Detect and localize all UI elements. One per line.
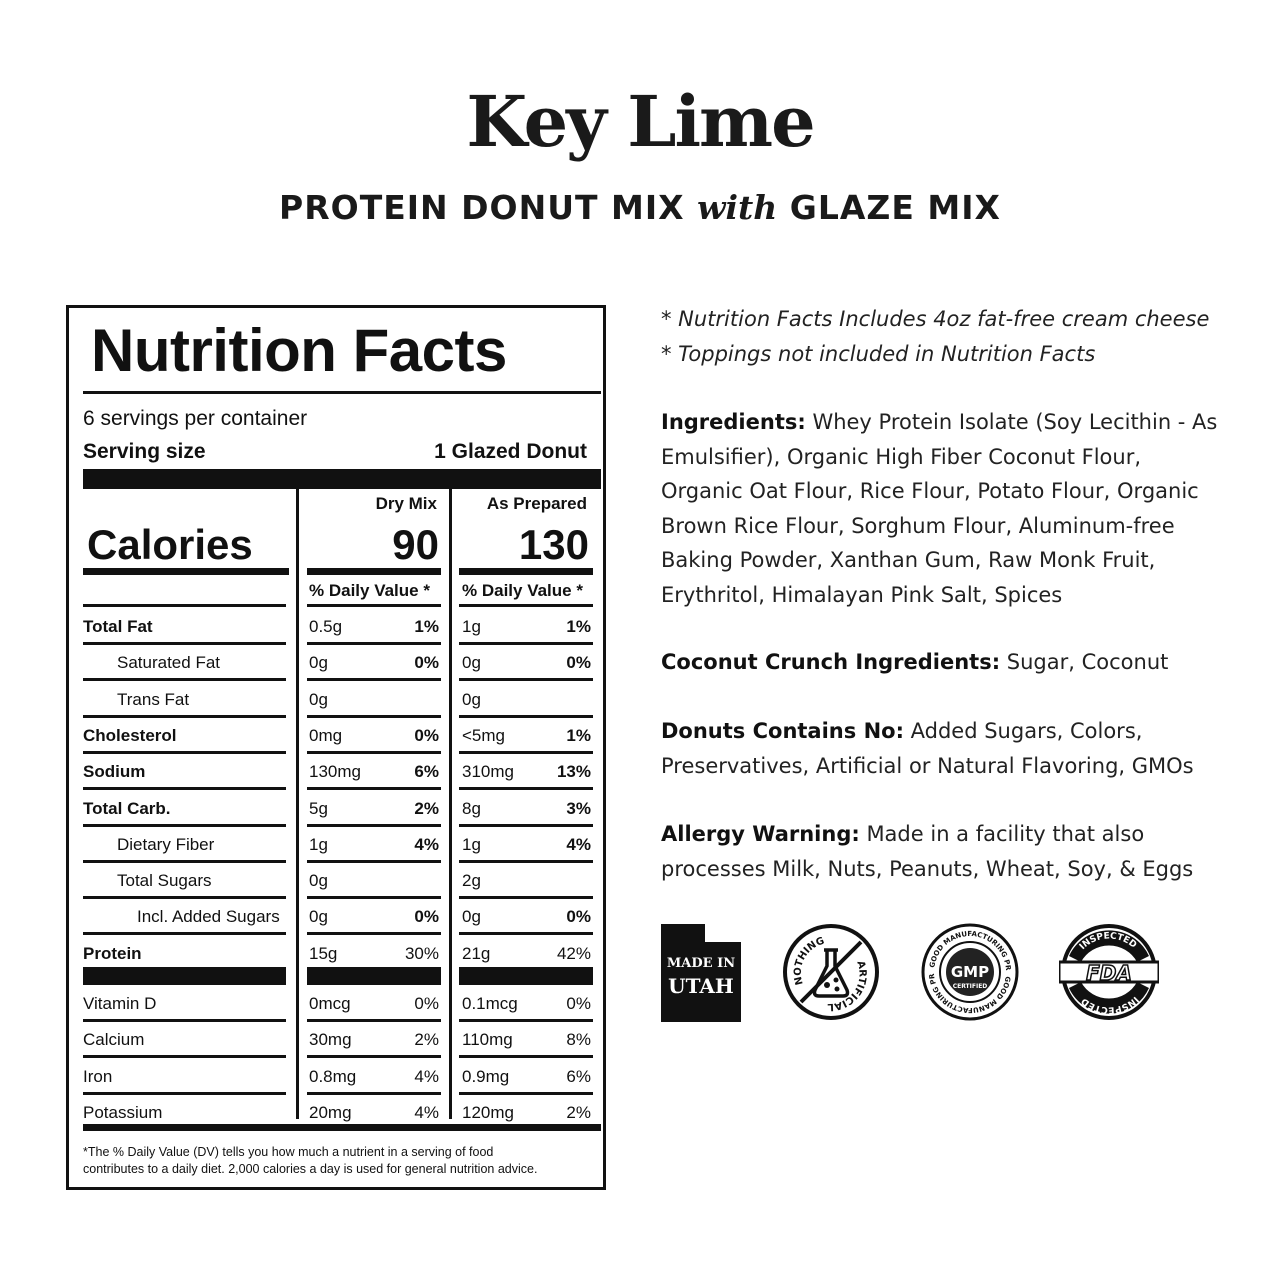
dry-mix-dv: 4% [414, 1102, 439, 1122]
row-divider [459, 967, 593, 985]
nutrition-facts-title: Nutrition Facts [91, 317, 507, 384]
dry-mix-amount: 0mg [309, 725, 343, 745]
daily-value-heading-2: % Daily Value * [462, 581, 583, 600]
row-divider [307, 932, 441, 935]
prepared-dv: 4% [566, 834, 591, 854]
gmp-certified-text: CERTIFIED [952, 983, 988, 990]
prepared-dv: 0% [566, 994, 591, 1013]
product-title: Key Lime [466, 80, 814, 163]
column-divider-2 [449, 489, 452, 1119]
subtitle-left: PROTEIN DONUT MIX [279, 188, 685, 227]
row-divider [459, 642, 593, 645]
dry-mix-amount: 0g [309, 907, 328, 927]
nutrient-name: Total Sugars [117, 871, 212, 891]
prepared-amount: 310mg [462, 762, 514, 782]
coconut-crunch-text: Sugar, Coconut [1000, 650, 1169, 674]
row-divider [83, 642, 286, 645]
made-in-utah-badge [661, 924, 741, 1022]
prepared-amount: 0.1mcg [462, 994, 518, 1013]
contains-no-block [661, 714, 1251, 783]
row-divider [459, 1092, 593, 1095]
prepared-amount: 21g [462, 943, 491, 963]
dry-mix-amount: 0g [309, 871, 328, 891]
vitamin-name: Iron [83, 1066, 113, 1086]
calories-rule [307, 568, 441, 575]
fda-text: FDA [1086, 961, 1132, 985]
prepared-amount: <5mg [462, 725, 505, 745]
prepared-amount: 120mg [462, 1102, 514, 1122]
dry-mix-dv: 2% [414, 798, 439, 818]
gmp-certified-badge [920, 922, 1020, 1022]
dry-mix-amount: 15g [309, 943, 338, 963]
dry-mix-amount: 0g [309, 689, 328, 709]
dry-mix-amount: 0.8mg [309, 1066, 357, 1086]
utah-shape-icon [661, 924, 741, 1022]
row-divider [83, 932, 286, 935]
row-divider [307, 751, 441, 754]
row-divider [459, 715, 593, 718]
nutrient-name: Dietary Fiber [117, 834, 215, 854]
row-divider [307, 678, 441, 681]
allergy-label: Allergy Warning: [661, 822, 860, 846]
calories-as-prepared: 130 [518, 521, 589, 568]
row-divider [307, 1019, 441, 1022]
row-divider [83, 787, 286, 790]
dry-mix-amount: 30mg [309, 1030, 352, 1050]
prepared-amount: 110mg [462, 1030, 513, 1050]
row-divider [307, 860, 441, 863]
prepared-dv: 0% [566, 653, 591, 673]
subtitle-right: GLAZE MIX [789, 188, 1001, 227]
bottom-rule [83, 1124, 601, 1131]
thick-divider [83, 469, 601, 489]
prepared-amount: 0g [462, 689, 481, 709]
fda-top-text: INSPECTED [1077, 931, 1139, 952]
row-divider [459, 787, 593, 790]
row-divider [459, 896, 593, 899]
row-divider [83, 824, 286, 827]
subtitle-with: with [697, 188, 778, 227]
row-divider [307, 896, 441, 899]
prepared-amount: 2g [462, 871, 481, 891]
nutrient-name: Protein [83, 943, 142, 963]
note-toppings: * Toppings not included in Nutrition Facts [661, 342, 1096, 366]
nutrient-name: Incl. Added Sugars [137, 907, 280, 927]
nutrient-name: Sodium [83, 762, 146, 782]
prepared-dv: 42% [556, 943, 591, 963]
row-divider [459, 824, 593, 827]
row-divider [459, 1019, 593, 1022]
prepared-dv: 0% [566, 907, 591, 927]
row-divider [307, 787, 441, 790]
dry-mix-amount: 0mcg [309, 994, 351, 1013]
row-divider [307, 967, 441, 985]
allergy-block [661, 817, 1251, 886]
ingredients-line: Brown Rice Flour, Sorghum Flour, Aluminum-free [661, 513, 1175, 538]
gmp-seal-icon [920, 922, 1020, 1022]
prepared-amount: 1g [462, 617, 481, 636]
ingredients-block [661, 405, 1251, 612]
dry-mix-amount: 20mg [309, 1102, 352, 1122]
vitamin-name: Potassium [83, 1102, 163, 1122]
artificial-text: ARTIFICIAL [827, 959, 868, 1013]
dry-mix-dv: 4% [414, 1066, 439, 1086]
dry-mix-dv: 0% [414, 994, 439, 1013]
serving-size-label: Serving size [83, 440, 206, 463]
as-prepared-heading: As Prepared [486, 494, 587, 513]
row-divider [459, 678, 593, 681]
row-divider [83, 967, 286, 985]
prepared-amount: 1g [462, 834, 481, 854]
dry-mix-dv: 6% [414, 762, 439, 782]
ingredients-line: Emulsifier), Organic High Fiber Coconut Flour, [661, 444, 1142, 469]
row-divider [307, 824, 441, 827]
prepared-amount: 0.9mg [462, 1066, 510, 1086]
prepared-dv: 1% [566, 725, 591, 745]
footnote-line-2: contributes to a daily diet. 2,000 calories a day is used for general nutrition advice. [83, 1162, 538, 1176]
row-divider [459, 932, 593, 935]
row-divider [83, 1055, 286, 1058]
row-divider [83, 896, 286, 899]
no-artificial-flask-icon [781, 922, 881, 1022]
prepared-dv: 2% [566, 1102, 591, 1122]
gmp-text: GMP [950, 963, 990, 981]
coconut-crunch-label: Coconut Crunch Ingredients: [661, 650, 1001, 674]
servings-per-container: 6 servings per container [83, 407, 308, 430]
nutrient-name: Total Fat [83, 617, 153, 636]
row-divider [83, 860, 286, 863]
nutrient-name: Trans Fat [117, 689, 190, 709]
row-divider [459, 860, 593, 863]
row-divider [307, 1055, 441, 1058]
note-cream-cheese: * Nutrition Facts Includes 4oz fat-free cream cheese [661, 307, 1210, 331]
fda-inspected-badge [1059, 922, 1159, 1022]
dry-mix-dv: 4% [414, 834, 439, 854]
allergy-line: Made in a facility that also [859, 822, 1145, 846]
nothing-artificial-badge [781, 922, 881, 1022]
prepared-dv: 3% [566, 798, 591, 818]
dry-mix-amount: 0.5g [309, 617, 343, 636]
daily-value-heading-1: % Daily Value * [309, 581, 430, 600]
row-divider [459, 751, 593, 754]
dry-mix-amount: 5g [309, 798, 328, 818]
prepared-amount: 0g [462, 653, 481, 673]
row-divider [83, 1019, 286, 1022]
contains-no-label: Donuts Contains No: [661, 719, 904, 743]
row-divider [459, 604, 593, 607]
contains-no-line: Added Sugars, Colors, [903, 719, 1143, 743]
serving-size-value: 1 Glazed Donut [434, 440, 587, 463]
dry-mix-dv: 30% [404, 943, 439, 963]
ingredients-line: Organic Oat Flour, Rice Flour, Potato Flour, Organic [661, 479, 1199, 503]
fda-bottom-text: INSPECTED [1079, 994, 1141, 1015]
footnote [83, 1144, 593, 1178]
column-divider-1 [296, 489, 299, 1119]
row-divider [307, 1092, 441, 1095]
calories-rule [459, 568, 593, 575]
dry-mix-dv: 0% [414, 653, 439, 673]
vitamin-name: Vitamin D [83, 994, 157, 1013]
footnote-line-1: *The % Daily Value (DV) tells you how much a nutrient in a serving of food [83, 1145, 494, 1159]
coconut-crunch-block [661, 645, 1251, 680]
utah-line-1: MADE IN [666, 956, 736, 971]
row-divider [83, 751, 286, 754]
row-divider [307, 715, 441, 718]
calories-label: Calories [87, 521, 253, 568]
fda-seal-icon [1059, 922, 1159, 1022]
dry-mix-heading: Dry Mix [375, 494, 437, 513]
divider [83, 391, 601, 394]
dry-mix-dv: 1% [414, 617, 439, 636]
nutrient-name: Total Carb. [83, 798, 171, 818]
prepared-dv: 13% [556, 762, 591, 782]
nutrition-facts-label [66, 305, 606, 1190]
product-subtitle [0, 188, 1280, 227]
utah-line-2: UTAH [668, 974, 734, 998]
gmp-outer-bottom-text: GOOD MANUFACTURING PR [927, 973, 1012, 1015]
ingredients-line: Baking Powder, Xanthan Gum, Raw Monk Fruit, [661, 548, 1156, 572]
row-divider [83, 1092, 286, 1095]
contains-no-line: Preservatives, Artificial or Natural Flavoring, GMOs [661, 753, 1194, 778]
row-divider [307, 642, 441, 645]
row-divider [83, 678, 286, 681]
dry-mix-dv: 0% [414, 907, 439, 927]
dry-mix-amount: 130mg [309, 762, 361, 782]
vitamin-name: Calcium [83, 1030, 145, 1050]
calories-dry-mix: 90 [392, 521, 439, 568]
nutrient-name: Cholesterol [83, 725, 177, 745]
nutrition-notes [661, 302, 1241, 372]
row-divider [83, 715, 286, 718]
prepared-amount: 0g [462, 907, 481, 927]
row-divider [83, 604, 286, 607]
row-divider [307, 604, 441, 607]
dry-mix-dv: 2% [414, 1030, 439, 1050]
prepared-dv: 1% [566, 617, 591, 636]
ingredients-label: Ingredients: [661, 410, 806, 434]
dry-mix-amount: 1g [309, 834, 328, 854]
gmp-outer-top-text: GOOD MANUFACTURING PR [928, 929, 1013, 971]
nutrient-name: Saturated Fat [117, 653, 221, 673]
prepared-dv: 6% [566, 1066, 591, 1086]
dry-mix-amount: 0g [309, 653, 328, 673]
calories-rule [83, 568, 289, 575]
row-divider [459, 1055, 593, 1058]
prepared-dv: 8% [566, 1030, 591, 1050]
dry-mix-dv: 0% [414, 725, 439, 745]
prepared-amount: 8g [462, 798, 481, 818]
ingredients-line: Whey Protein Isolate (Soy Lecithin - As [805, 410, 1218, 434]
ingredients-line: Erythritol, Himalayan Pink Salt, Spices [661, 582, 1063, 607]
allergy-line: processes Milk, Nuts, Peanuts, Wheat, Soy, & Eggs [661, 856, 1194, 881]
nothing-text: NOTHING [792, 935, 826, 987]
